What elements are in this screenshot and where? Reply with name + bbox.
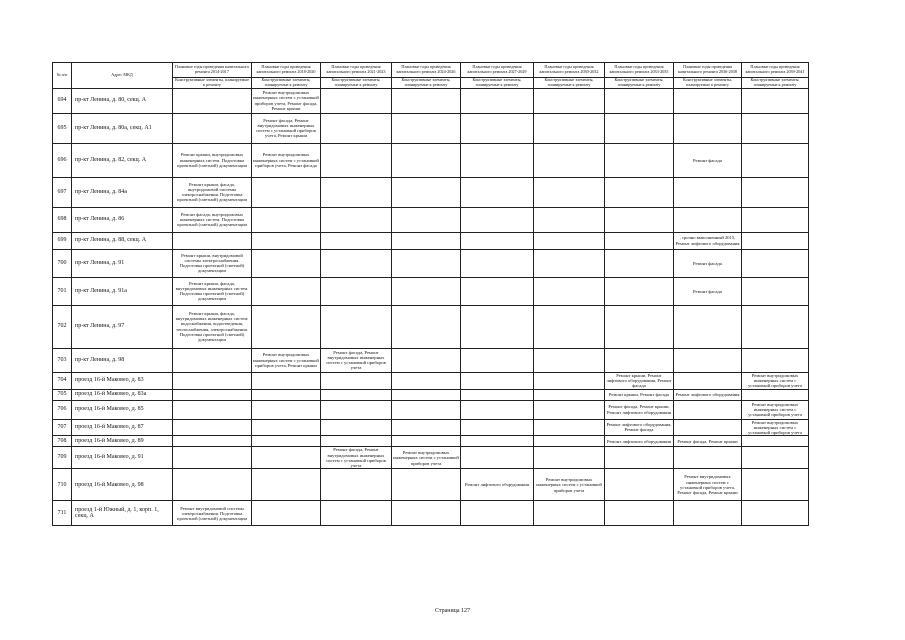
repair-cell: Ремонт внутридомовых инженерных систем с установкой приборов учета, Ремонт фасада, Ремонт крыши (252, 88, 321, 113)
header-period: Плановые годы проведения капитального ремонта 2030-2032 (534, 63, 605, 78)
table-row (53, 501, 809, 526)
repair-cell (461, 249, 534, 277)
row-address: проезд 1-й Южный, д. 1, корп. 1, секц. А (72, 501, 173, 526)
repair-cell (674, 177, 742, 207)
row-address: проезд 16-й Маковео, д. 83 (72, 372, 173, 389)
repair-cell (742, 232, 809, 249)
repair-cell (674, 419, 742, 436)
repair-cell: Ремонт внутридомовых инженерных систем с установкой приборов учета (392, 447, 461, 469)
repair-cell (252, 400, 321, 419)
row-number: 711 (53, 501, 72, 526)
repair-cell: Ремонт крыши, фасада, внутридомовых инженерных систем: водоснабжения, водоотведения, теплоснабжения, электроснабжения. Подготовка проектной (сметной) документации (173, 305, 252, 348)
header-subheader: Конструктивные элементы, планируемые к ремонту (534, 78, 605, 89)
row-number: 701 (53, 277, 72, 305)
repair-cell (674, 207, 742, 232)
repair-cell (252, 447, 321, 469)
repair-cell: Ремонт внутридомовой системы электроснабжения. Подготовка проектной (сметной) документации (173, 501, 252, 526)
repair-cell (461, 277, 534, 305)
repair-cell (742, 447, 809, 469)
repair-cell: Ремонт лифтового оборудования (674, 389, 742, 400)
row-address: пр-кт Ленина, д. 82, секц. А (72, 143, 173, 177)
repair-cell (534, 400, 605, 419)
repair-cell (321, 305, 392, 348)
repair-cell (742, 177, 809, 207)
row-number: 697 (53, 177, 72, 207)
table-row (53, 389, 809, 400)
repair-cell (605, 447, 674, 469)
table-row (53, 348, 809, 372)
repair-cell: Ремонт крыши, внутридомовых инженерных систем. Подготовка проектной (сметной) документации (173, 143, 252, 177)
repair-cell (461, 400, 534, 419)
row-address: пр-кт Ленина, д. 80, секц. А (72, 88, 173, 113)
repair-cell (742, 469, 809, 501)
repair-cell: Ремонт фасада, внутридомовых инженерных систем. Подготовка проектной (сметной) документации (173, 207, 252, 232)
repair-cell: Ремонт фасада (674, 143, 742, 177)
repair-cell (461, 372, 534, 389)
repair-cell (605, 277, 674, 305)
repair-cell: Ремонт фасада, Ремонт внутридомовых инженерных систем с установкой приборов учета (321, 348, 392, 372)
repair-cell (605, 143, 674, 177)
repair-cell (534, 232, 605, 249)
repair-cell (674, 501, 742, 526)
repair-cell: Ремонт крыши, фасада, внутридомовых инженерных систем. Подготовка проектной (сметной) документации (173, 277, 252, 305)
row-address: пр-кт Ленина, д. 80а, секц. А1 (72, 113, 173, 143)
repair-cell (461, 348, 534, 372)
repair-cell (534, 372, 605, 389)
row-number: 707 (53, 419, 72, 436)
repair-cell (252, 372, 321, 389)
repair-cell (461, 113, 534, 143)
repair-cell: Ремонт внутридомовых инженерных систем с установкой приборов учета (742, 400, 809, 419)
repair-cell (392, 249, 461, 277)
repair-cell (742, 207, 809, 232)
page-number: Страница 127 (434, 608, 471, 614)
repair-cell (173, 372, 252, 389)
row-number: 708 (53, 436, 72, 447)
repair-cell (321, 436, 392, 447)
repair-cell: Ремонт крыши, Ремонт лифтового оборудования, Ремонт фасада (606, 372, 672, 389)
repair-cell (321, 143, 392, 177)
repair-cell (674, 348, 742, 372)
repair-cell (605, 249, 674, 277)
header-subheader: Конструктивные элементы, планируемые к ремонту (173, 78, 252, 89)
repair-cell (321, 177, 392, 207)
repair-cell (461, 177, 534, 207)
row-number: 695 (53, 113, 72, 143)
repair-cell (534, 207, 605, 232)
repair-cell (252, 232, 321, 249)
repair-cell (605, 501, 674, 526)
repair-cell: Ремонт внутридомовых инженерных систем с установкой приборов учета, Ремонт фасада (252, 143, 321, 177)
header-period: Плановые годы проведения капитального ремонта 2014-2017 (173, 63, 252, 78)
repair-cell (252, 177, 321, 207)
repair-cell (321, 419, 392, 436)
row-number: 700 (53, 249, 72, 277)
repair-cell (321, 249, 392, 277)
repair-cell: Ремонт лифтового оборудования (605, 436, 674, 447)
header-subheader: Конструктивные элементы, планируемые к ремонту (605, 78, 674, 89)
repair-cell: Ремонт крыши, фасада, внутридомовой системы электроснабжения. Подготовка проектной (сметной) документации (173, 177, 252, 207)
header-subheader: Конструктивные элементы, планируемые к ремонту (321, 78, 392, 89)
repair-cell (173, 88, 252, 113)
repair-cell (392, 372, 461, 389)
row-address: пр-кт Ленина, д. 91а (72, 277, 173, 305)
repair-cell: Ремонт фасада, Ремонт крыши (674, 436, 742, 447)
row-number: 704 (53, 372, 72, 389)
header-period: Плановые годы проведения капитального ремонта 2039-2041 (742, 63, 809, 78)
repair-cell: Ремонт внутридомовых инженерных систем с установкой приборов учета (742, 419, 809, 436)
repair-cell (605, 305, 674, 348)
repair-cell (461, 447, 534, 469)
row-address: проезд 16-й Маковео, д. 87 (72, 419, 173, 436)
repair-cell (392, 389, 461, 400)
row-number: 699 (53, 232, 72, 249)
table-header (53, 63, 809, 89)
repair-cell (173, 400, 252, 419)
row-address: пр-кт Ленина, д. 88, секц. А (72, 232, 173, 249)
table-row (53, 305, 809, 348)
repair-cell: Ремонт фасада (674, 249, 742, 277)
header-period: Плановые годы проведения капитального ремонта 2027-2029 (461, 63, 534, 78)
repair-cell (173, 113, 252, 143)
repair-cell (252, 249, 321, 277)
repair-cell (321, 372, 392, 389)
repair-cell (252, 436, 321, 447)
repair-cell (534, 113, 605, 143)
table-body (53, 88, 809, 526)
repair-cell (674, 400, 742, 419)
header-address: Адрес МКД (72, 63, 173, 89)
row-address: пр-кт Ленина, д. 98 (72, 348, 173, 372)
repair-cell (321, 277, 392, 305)
header-period: Плановые годы проведения капитального ремонта 2021-2023 (321, 63, 392, 78)
header-subheader: Конструктивные элементы, планируемые к ремонту (461, 78, 534, 89)
repair-cell (321, 400, 392, 419)
repair-cell (742, 501, 809, 526)
repair-cell: Ремонт фасада, Ремонт внутридомовых инженерных систем с установкой приборов учета (321, 447, 392, 469)
repair-cell: Ремонт лифтового оборудования, Ремонт фасада (605, 419, 674, 436)
page-footer (0, 608, 905, 614)
repair-cell (534, 277, 605, 305)
repair-cell (534, 249, 605, 277)
repair-cell (461, 419, 534, 436)
repair-cell: Ремонт фасада (674, 277, 742, 305)
repair-cell (534, 177, 605, 207)
repair-cell (605, 207, 674, 232)
repair-cell (173, 348, 252, 372)
repair-cell (392, 113, 461, 143)
header-subheader: Конструктивные элементы, планируемые к ремонту (252, 78, 321, 89)
repair-cell (534, 501, 605, 526)
table-row (53, 436, 809, 447)
repair-cell (252, 419, 321, 436)
row-address: пр-кт Ленина, д. 84а (72, 177, 173, 207)
repair-cell (605, 469, 674, 501)
row-address: пр-кт Ленина, д. 86 (72, 207, 173, 232)
repair-cell (392, 177, 461, 207)
repair-cell (605, 348, 674, 372)
repair-cell (605, 232, 674, 249)
repair-cell (173, 232, 252, 249)
row-address: проезд 16-й Маковео, д. 83а (72, 389, 173, 400)
repair-cell (173, 469, 252, 501)
table-row (53, 419, 809, 436)
repair-cell (742, 348, 809, 372)
repair-cell (173, 436, 252, 447)
repair-cell (461, 436, 534, 447)
repair-cell: Ремонт лифтового оборудования (461, 469, 534, 501)
table-row (53, 400, 809, 419)
table-row (53, 232, 809, 249)
repair-cell (461, 389, 534, 400)
repair-cell (674, 88, 742, 113)
table-row (53, 372, 809, 389)
repair-cell (742, 249, 809, 277)
repair-cell (321, 207, 392, 232)
repair-cell (461, 305, 534, 348)
header-num: № п/п (53, 63, 72, 89)
repair-cell (534, 389, 605, 400)
repair-cell (392, 419, 461, 436)
row-number: 696 (53, 143, 72, 177)
repair-cell (392, 436, 461, 447)
repair-cell (674, 447, 742, 469)
repair-cell (534, 88, 605, 113)
repair-cell (674, 372, 742, 389)
repair-cell: Ремонт крыши, внутридомовой системы электроснабжения. Подготовка проектной (сметной) документации (173, 249, 252, 277)
repair-cell: Ремонт фасада, Ремонт внутридомовых инженерных систем с установкой приборов учета, Ремонт крыши (252, 113, 321, 143)
repair-cell (742, 88, 809, 113)
row-number: 710 (53, 469, 72, 501)
row-number: 698 (53, 207, 72, 232)
repair-cell (534, 305, 605, 348)
table-row (53, 88, 809, 113)
repair-cell: Ремонт внутридомовых инженерных систем с установкой приборов учета (742, 372, 809, 389)
repair-cell (321, 88, 392, 113)
repair-cell (534, 143, 605, 177)
repair-cell (392, 88, 461, 113)
repair-cell (461, 501, 534, 526)
repair-cell: , срочно выполненный 2015, Ремонт лифтового оборудования (674, 232, 742, 249)
repair-cell (534, 447, 605, 469)
repair-cell (742, 113, 809, 143)
repair-cell (461, 143, 534, 177)
repair-cell (461, 232, 534, 249)
repair-cell (742, 143, 809, 177)
table-row (53, 113, 809, 143)
repair-cell (392, 348, 461, 372)
repair-cell (392, 143, 461, 177)
repair-cell (742, 436, 809, 447)
repair-cell (605, 177, 674, 207)
repair-cell (392, 469, 461, 501)
repair-cell (252, 277, 321, 305)
repair-cell (605, 113, 674, 143)
table-row (53, 207, 809, 232)
row-address: проезд 16-й Маковео, д. 89 (72, 436, 173, 447)
repair-cell (742, 277, 809, 305)
repair-cell (321, 469, 392, 501)
repair-cell (461, 207, 534, 232)
repair-cell: Ремонт внутридомовых инженерных систем с установкой приборов учета, Ремонт крыши (252, 348, 321, 372)
repair-cell (321, 232, 392, 249)
header-period: Плановые годы проведения капитального ремонта 2033-2035 (605, 63, 674, 78)
capital-repair-table-container (52, 62, 809, 526)
table-row (53, 447, 809, 469)
repair-cell (674, 305, 742, 348)
row-number: 706 (53, 400, 72, 419)
repair-cell (321, 389, 392, 400)
repair-cell (742, 305, 809, 348)
row-number: 694 (53, 88, 72, 113)
repair-cell (321, 501, 392, 526)
repair-cell (534, 348, 605, 372)
repair-cell (742, 389, 809, 400)
header-subheader: Конструктивные элементы, планируемые к ремонту (742, 78, 809, 89)
repair-cell (252, 207, 321, 232)
repair-cell (252, 469, 321, 501)
header-subheader: Конструктивные элементы, планируемые к ремонту (674, 78, 742, 89)
repair-cell (392, 400, 461, 419)
row-address: проезд 16-й Маковео, д. 91 (72, 447, 173, 469)
row-address: пр-кт Ленина, д. 91 (72, 249, 173, 277)
repair-cell: Ремонт внутридомовых инженерных систем с установкой приборов учета, Ремонт фасада, Ремонт крыши (674, 469, 742, 501)
repair-cell: Ремонт крыши, Ремонт фасада (605, 389, 674, 400)
header-period: Плановые годы проведения капитального ремонта 2036-2038 (674, 63, 742, 78)
table-row (53, 277, 809, 305)
repair-cell (252, 501, 321, 526)
repair-cell (392, 207, 461, 232)
header-subheader: Конструктивные элементы, планируемые к ремонту (392, 78, 461, 89)
row-address: пр-кт Ленина, д. 97 (72, 305, 173, 348)
capital-repair-table (52, 62, 809, 526)
row-number: 705 (53, 389, 72, 400)
repair-cell (461, 88, 534, 113)
row-number: 702 (53, 305, 72, 348)
repair-cell (605, 88, 674, 113)
repair-cell (173, 447, 252, 469)
repair-cell (392, 501, 461, 526)
repair-cell (173, 419, 252, 436)
table-row (53, 249, 809, 277)
header-period: Плановые годы проведения капитального ремонта 2024-2026 (392, 63, 461, 78)
repair-cell (674, 113, 742, 143)
header-period: Плановые годы проведения капитального ремонта 2018-2020 (252, 63, 321, 78)
repair-cell (534, 436, 605, 447)
row-number: 703 (53, 348, 72, 372)
row-address: проезд 16-й Маковео, д. 98 (72, 469, 173, 501)
repair-cell (321, 113, 392, 143)
repair-cell (392, 305, 461, 348)
repair-cell (534, 419, 605, 436)
repair-cell (252, 305, 321, 348)
table-row (53, 143, 809, 177)
table-row (53, 469, 809, 501)
repair-cell (392, 277, 461, 305)
repair-cell: Ремонт фасада, Ремонт крыши, Ремонт лифтового оборудования (605, 400, 674, 419)
row-number: 709 (53, 447, 72, 469)
repair-cell (392, 232, 461, 249)
row-address: проезд 16-й Маковео, д. 85 (72, 400, 173, 419)
repair-cell (252, 389, 321, 400)
table-row (53, 177, 809, 207)
repair-cell (173, 389, 252, 400)
repair-cell: Ремонт внутридомовых инженерных систем с установкой приборов учета (534, 469, 605, 501)
